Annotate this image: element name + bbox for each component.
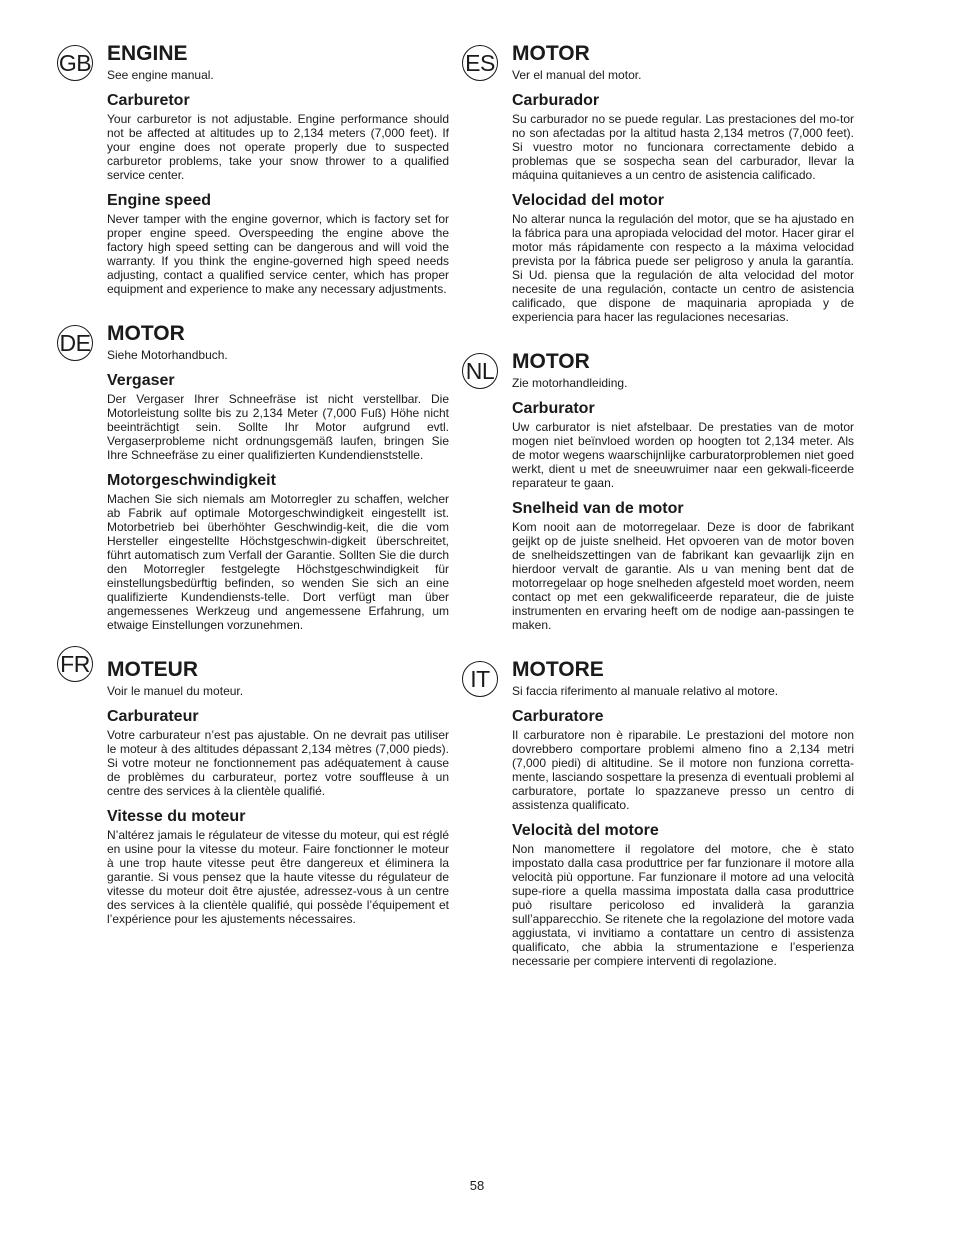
section-title: MOTORE — [512, 658, 604, 681]
page-number: 58 — [469, 1178, 485, 1193]
section-title: MOTOR — [512, 42, 590, 65]
section-reference: Si faccia riferimento al manuale relativo al motore. — [512, 684, 779, 698]
section-title: MOTEUR — [107, 658, 198, 681]
language-badge-es: ES — [462, 45, 498, 81]
subsection-title: Engine speed — [107, 192, 212, 209]
subsection-title: Carburetor — [107, 92, 190, 109]
section-reference: See engine manual. — [107, 68, 214, 82]
language-badge-it: IT — [462, 661, 498, 697]
paragraph: No alterar nunca la regulación del motor, que se ha ajustado en la fábrica para una apropiada velocidad del motor. Hacer girar el motor más rápidamente con respecto a la máxima velocidad prevista por la fábrica puede ser peligroso y anula la garantía. Si Ud. piensa que la regulación de alta velocidad del motor necesite de una regulación, contacte un centro de asistencia calificado, que dispone de maquinaria apropiada y de experiencia para hacer las regulaciones necesarias. — [512, 212, 854, 324]
section-reference: Voir le manuel du moteur. — [107, 684, 244, 698]
subsection-title: Snelheid van de motor — [512, 500, 684, 517]
paragraph: Non manomettere il regolatore del motore, che è stato impostato dalla casa produttrice per far funzionare il motore alla velocità più opportune. Far funzionare il motore ad una velocità supe-riore a quella massima impostata dalla casa produttrice può risultare pericoloso ed invaliderà la garanzia sull’apparecchio. Se ritenete che la regolazione del motore vada aggiustata, vi invitiamo a contattare un centro di assistenza qualificato, che abbia la strumentazione e l’esperienza necessarie per compiere interventi di regolazione. — [512, 842, 854, 968]
subsection-title: Velocidad del motor — [512, 192, 665, 209]
paragraph: Kom nooit aan de motorregelaar. Deze is door de fabrikant geijkt op de juiste snelheid. Het opvoeren van de motor boven de snelheidszettingen van de fabrikant kan gevaarlijk zijn en hierdoor vervalt de garantie. Als u van mening bent dat de motorregelaar op hoge snelheden afgesteld moet worden, neem contact op met een gekwalificeerde reparateur, die de juiste instrumenten en ervaring heeft om de nodige aan-passingen te maken. — [512, 520, 854, 632]
section-gb — [58, 42, 449, 296]
subsection-title: Carburateur — [107, 708, 199, 725]
paragraph: Der Vergaser Ihrer Schneefräse ist nicht verstellbar. Die Motorleistung sollte bis zu 2,134 Meter (7,000 Fuß) Höhe nicht beeinträchtigt sein. Sollte Ihr Motor aufgrund evtl. Vergaserprobleme nicht ordnungsgemäß laufen, bringen Sie Ihre Schneefräse zu einer qualifizierten Kundendienststelle. — [107, 392, 449, 462]
subsection-title: Carburator — [512, 400, 595, 417]
section-reference: Siehe Motorhandbuch. — [107, 348, 228, 362]
section-fr — [60, 650, 449, 926]
section-de — [59, 322, 449, 632]
section-nl — [465, 350, 854, 632]
paragraph: Machen Sie sich niemals am Motorregler zu schaffen, welcher ab Fabrik auf optimale Motorgeschwindigkeit eingestellt ist. Motorbetrieb bei überhöhter Geschwindig-keit, die die vom Hersteller eingestellte Höchstgeschwin-digkeit überschreitet, führt automatisch zum Verfall der Garantie. Sollten Sie die durch den Motorregler festgelegte Höchstgeschwindigkeit für einstellungsbedürftig befinden, so wenden Sie sich an eine qualifizierte Kundendiensts-telle. Dort verfügt man über angemessenes Werkzeug und angemessene Erfahrung, um etwaige Einstellungen vorzunehmen. — [107, 492, 449, 632]
language-badge-fr: FR — [57, 646, 93, 682]
section-title: ENGINE — [107, 42, 188, 65]
paragraph: Su carburador no se puede regular. Las prestaciones del mo-tor no son afectadas por la altitud hasta 2,134 metros (7,000 feet). Si vuestro motor no funcionara correctamente debido a problemas que se sospecha sean del carburador, llevar la máquina quitanieves a un centro de asistencia calificado. — [512, 112, 854, 182]
subsection-title: Vergaser — [107, 372, 175, 389]
paragraph: Votre carburateur n’est pas ajustable. On ne devrait pas utiliser le moteur à des altitudes dépassant 2,134 mètres (7,000 pieds). Si votre moteur ne fonctionnement pas adéquatement à cause de problèmes du carburateur, portez votre souffleuse à un centre des services à la clientèle qualifié. — [107, 728, 449, 798]
section-title: MOTOR — [512, 350, 590, 373]
section-reference: Ver el manual del motor. — [512, 68, 642, 82]
section-es — [465, 42, 854, 324]
paragraph: N’altérez jamais le régulateur de vitesse du moteur, qui est réglé en usine pour la vitesse du moteur. Faire fonctionner le moteur à une trop haute vitesse peut être dangereux et éliminera la garantie. Si vous pensez que la haute vitesse du régulateur de vitesse du moteur doit être ajustée, adressez-vous à un centre des services à la clientèle qualifié, qui possède l’équipement et l’expérience pour les ajustements nécessaires. — [107, 828, 449, 926]
language-badge-gb: GB — [57, 45, 93, 81]
subsection-title: Carburador — [512, 92, 600, 109]
paragraph: Never tamper with the engine governor, which is factory set for proper engine speed. Overspeeding the engine above the factory high speed setting can be dangerous and will void the warranty. If you think the engine-governed high speed needs adjusting, contact a qualified service center, which has proper equipment and experience to make any necessary adjustments. — [107, 212, 449, 296]
right-column — [465, 42, 854, 968]
paragraph: Uw carburator is niet afstelbaar. De prestaties van de motor mogen niet beïnvloed worden op hoogten tot 2,134 meter. Als de motor wegens waarschijnlijke carburatorproblemen niet goed werkt, dient u met de sneeuwruimer naar een gekwali-ficeerde reparateur te gaan. — [512, 420, 854, 490]
section-reference: Zie motorhandleiding. — [512, 376, 628, 390]
language-badge-nl: NL — [462, 353, 498, 389]
subsection-title: Motorgeschwindigkeit — [107, 472, 276, 489]
paragraph: Il carburatore non è riparabile. Le prestazioni del motore non dovrebbero comportare problemi almeno fino a 2,134 metri (7,000 piedi) di altitudine. Se il motore non funziona corretta-mente, lasciando sospettare la presenza di eventuali problemi al carburatore, portate lo spazzaneve presso un centro di assistenza qualificato. — [512, 728, 854, 812]
section-title: MOTOR — [107, 322, 185, 345]
subsection-title: Vitesse du moteur — [107, 808, 246, 825]
paragraph: Your carburetor is not adjustable. Engine performance should not be affected at altitudes up to 2,134 meters (7,000 feet). If your engine does not operate properly due to suspected carburetor problems, take your snow thrower to a qualified service center. — [107, 112, 449, 182]
left-column — [58, 42, 449, 926]
subsection-title: Carburatore — [512, 708, 604, 725]
language-badge-de: DE — [57, 325, 93, 361]
section-it — [470, 658, 854, 968]
subsection-title: Velocità del motore — [512, 822, 659, 839]
